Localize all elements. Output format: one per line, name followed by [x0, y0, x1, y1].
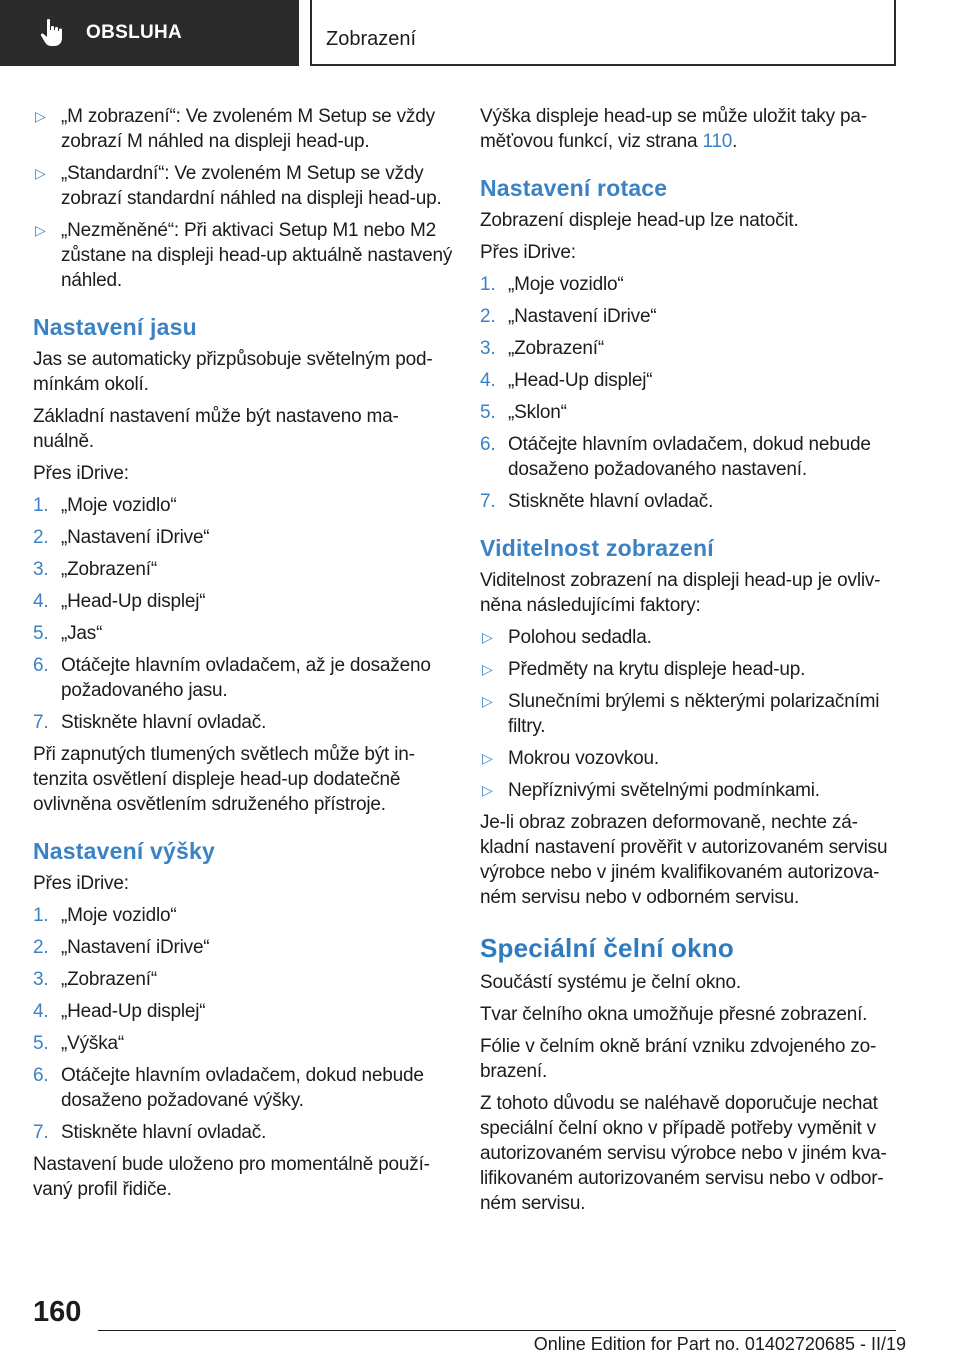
paragraph: Zobrazení displeje head-up lze natočit.: [480, 210, 799, 231]
footer-divider: [98, 1330, 896, 1331]
list-item: ▷ Předměty na krytu displeje head-up.: [482, 659, 806, 680]
triangle-bullet-icon: ▷: [482, 661, 493, 677]
paragraph: Tvar čelního okna umožňuje přesné zobrazení.: [480, 1004, 868, 1025]
paragraph: Přes iDrive:: [33, 463, 129, 484]
list-item: 3. „Zobrazení“: [33, 969, 158, 990]
chapter-tab: [310, 0, 896, 66]
list-item: 6. Otáčejte hlavním ovladačem, až je dosaženo požadovaného jasu.: [33, 655, 431, 701]
page-number: 160: [33, 1296, 82, 1328]
list-item: ▷ „Standardní“: Ve zvoleném M Setup se vždy zobrazí standardní náhled na displeji head-up.: [35, 163, 442, 209]
list-item: ▷ Nepříznivými světelnými podmínkami.: [482, 780, 820, 801]
list-item: 1. „Moje vozidlo“: [33, 905, 177, 926]
page-reference-link[interactable]: 110: [702, 131, 733, 152]
list-item: 3. „Zobrazení“: [480, 338, 605, 359]
list-item: 4. „Head-Up displej“: [33, 591, 206, 612]
section-label: OBSLUHA: [86, 22, 183, 43]
paragraph: Při zapnutých tlumených světlech může být in-tenzita osvětlení displeje head-up dodatečně ovlivněna osvětlením sdruženého přístroje.: [33, 744, 415, 815]
paragraph: Součástí systému je čelní okno.: [480, 972, 741, 993]
triangle-bullet-icon: ▷: [35, 165, 46, 181]
triangle-bullet-icon: ▷: [482, 629, 493, 645]
triangle-bullet-icon: ▷: [35, 222, 46, 238]
list-item: 6. Otáčejte hlavním ovladačem, dokud nebude dosaženo požadované výšky.: [33, 1065, 424, 1111]
list-item: 2. „Nastavení iDrive“: [33, 937, 210, 958]
list-item: 4. „Head-Up displej“: [480, 370, 653, 391]
height-steps: [33, 903, 453, 1145]
heading-rotation: Nastavení rotace: [480, 175, 668, 201]
paragraph: Viditelnost zobrazení na displeji head-up je ovliv-něna následujícími faktory:: [480, 570, 881, 616]
heading-visibility: Viditelnost zobrazení: [480, 535, 714, 561]
list-item: 5. „Jas“: [33, 623, 103, 644]
paragraph: Výška displeje head-up se může uložit taky pa-měťovou funkcí, viz strana 110.: [480, 106, 867, 152]
page-header: [0, 0, 960, 66]
list-item: 5. „Sklon“: [480, 402, 567, 423]
list-item: 7. Stiskněte hlavní ovladač.: [33, 1122, 267, 1143]
triangle-bullet-icon: ▷: [482, 782, 493, 798]
heading-brightness: Nastavení jasu: [33, 314, 197, 340]
brightness-steps: [33, 493, 453, 735]
visibility-factors: [480, 625, 900, 803]
section-tab: [0, 0, 299, 66]
list-item: ▷ Polohou sedadla.: [482, 627, 652, 648]
list-item: 1. „Moje vozidlo“: [33, 495, 177, 516]
list-item: 6. Otáčejte hlavním ovladačem, dokud nebude dosaženo požadovaného nastavení.: [480, 434, 871, 480]
paragraph: Přes iDrive:: [33, 873, 129, 894]
paragraph: Jas se automaticky přizpůsobuje světelným pod-mínkám okolí.: [33, 349, 433, 395]
triangle-bullet-icon: ▷: [482, 750, 493, 766]
triangle-bullet-icon: ▷: [35, 108, 46, 124]
hand-pointer-icon: [40, 18, 66, 48]
m-setup-options: [33, 104, 453, 293]
left-column: [33, 104, 453, 1209]
list-item: 1. „Moje vozidlo“: [480, 274, 624, 295]
list-item: ▷ „Nezměněné“: Při aktivaci Setup M1 nebo M2 zůstane na displeji head-up aktuálně nastavený náhled.: [35, 220, 453, 291]
triangle-bullet-icon: ▷: [482, 693, 493, 709]
edition-label: Online Edition for Part no. 01402720685 - II/19: [533, 1334, 906, 1354]
paragraph: Je-li obraz zobrazen deformovaně, nechte zá-kladní nastavení prověřit v autorizovaném servisu výrobce nebo v jiném kvalifikovaném autorizova-ném servisu nebo v odborném servisu.: [480, 812, 888, 908]
list-item: 4. „Head-Up displej“: [33, 1001, 206, 1022]
list-item: 2. „Nastavení iDrive“: [480, 306, 657, 327]
paragraph: Základní nastavení může být nastaveno ma-nuálně.: [33, 406, 399, 452]
list-item: ▷ Mokrou vozovkou.: [482, 748, 659, 769]
list-item: 5. „Výška“: [33, 1033, 124, 1054]
list-item: 7. Stiskněte hlavní ovladač.: [480, 491, 714, 512]
rotation-steps: [480, 272, 900, 514]
paragraph: Přes iDrive:: [480, 242, 576, 263]
paragraph: Nastavení bude uloženo pro momentálně použí-vaný profil řidiče.: [33, 1154, 430, 1200]
heading-windscreen: Speciální čelní okno: [480, 933, 734, 963]
right-column: [480, 104, 900, 1223]
list-item: ▷ Slunečními brýlemi s některými polarizačními filtry.: [482, 691, 880, 737]
chapter-label: Zobrazení: [326, 28, 417, 50]
list-item: 3. „Zobrazení“: [33, 559, 158, 580]
paragraph: Z tohoto důvodu se naléhavě doporučuje nechat speciální čelní okno v případě potřeby vyměnit v autorizovaném servisu výrobce nebo v jiném kva-lifikovaném autorizovaném servisu nebo v odbor-ném servisu.: [480, 1093, 887, 1214]
heading-height: Nastavení výšky: [33, 838, 216, 864]
list-item: ▷ „M zobrazení“: Ve zvoleném M Setup se vždy zobrazí M náhled na displeji head-up.: [35, 106, 435, 152]
list-item: 2. „Nastavení iDrive“: [33, 527, 210, 548]
list-item: 7. Stiskněte hlavní ovladač.: [33, 712, 267, 733]
paragraph: Fólie v čelním okně brání vzniku zdvojeného zo-brazení.: [480, 1036, 877, 1082]
